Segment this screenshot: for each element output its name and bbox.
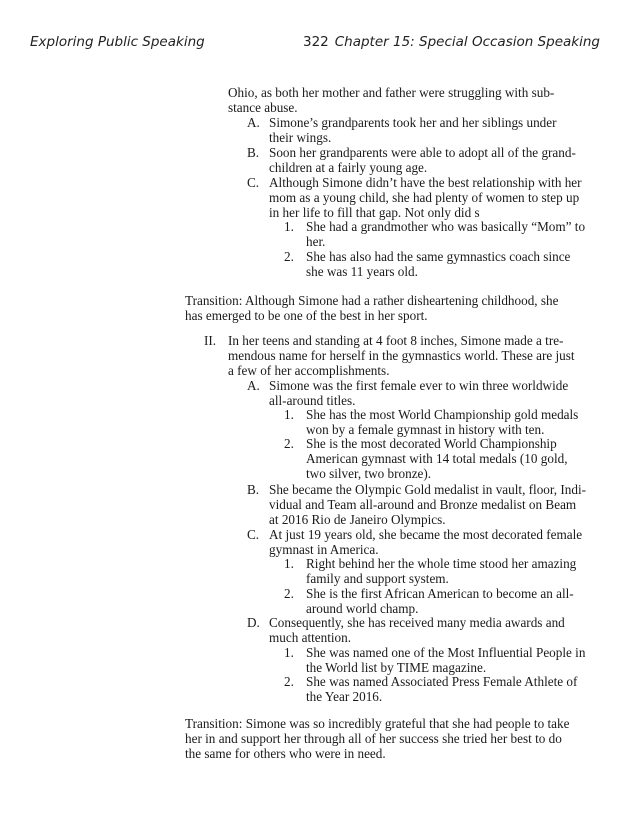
- outline-text: [228, 334, 575, 379]
- text-line: around world champ.: [306, 600, 419, 616]
- text-line: She became the Olympic Gold medalist in vault, floor, Indi-: [269, 482, 586, 497]
- outline-text: [306, 557, 576, 587]
- text-line: stance abuse.: [228, 99, 298, 115]
- text-line: mom as a young child, she had plenty of women to step up: [269, 189, 580, 205]
- text-line: children at a fairly young age.: [269, 159, 428, 175]
- text-line: She has also had the same gymnastics coach since: [306, 249, 571, 264]
- text-line: Right behind her the whole time stood her amazing: [306, 556, 577, 571]
- outline-text: [269, 528, 582, 558]
- text-line: mendous name for herself in the gymnastics world. These are just: [228, 347, 575, 363]
- outline-text: [269, 483, 586, 528]
- text-line: She has the most World Championship gold medals: [306, 407, 579, 422]
- outline-text: [269, 116, 557, 146]
- transition-paragraph: [185, 717, 600, 762]
- outline-label: 1.: [284, 219, 294, 234]
- text-line: their wings.: [269, 129, 332, 145]
- text-line: vidual and Team all-around and Bronze medalist on Beam: [269, 496, 577, 512]
- outline-label: 1.: [284, 556, 294, 571]
- outline-text: [306, 250, 570, 280]
- text-line: a few of her accomplishments.: [228, 362, 390, 378]
- outline-label: A.: [247, 115, 260, 130]
- text-line: the World list by TIME magazine.: [306, 659, 487, 675]
- text-line: Ohio, as both her mother and father were struggling with sub-: [228, 85, 555, 100]
- outline-label: D.: [247, 615, 260, 630]
- text-line: She is the first African American to become an all-: [306, 586, 574, 601]
- text-line: the same for others who were in need.: [185, 745, 386, 761]
- outline-label: C.: [247, 175, 260, 190]
- text-line: Transition: Although Simone had a rather disheartening childhood, she: [185, 293, 559, 308]
- outline-label: A.: [247, 378, 260, 393]
- book-title: Exploring Public Speaking: [30, 34, 205, 50]
- text-line: her in and support her through all of her success she tried her best to do: [185, 730, 562, 746]
- outline-text: [269, 379, 568, 409]
- running-header: [30, 34, 600, 54]
- outline-text: [306, 675, 577, 705]
- outline-text: [306, 408, 578, 438]
- outline-label: B.: [247, 145, 260, 160]
- transition-paragraph: [185, 294, 600, 324]
- text-line: at 2016 Rio de Janeiro Olympics.: [269, 511, 446, 527]
- text-line: Simone was the first female ever to win three worldwide: [269, 378, 569, 393]
- text-line: won by a female gymnast in history with ten.: [306, 421, 545, 437]
- text-line: American gymnast with 14 total medals (10 gold,: [306, 450, 568, 466]
- text-line: Although Simone didn’t have the best relationship with her: [269, 175, 582, 190]
- page-number: 322: [303, 34, 329, 50]
- text-line: much attention.: [269, 629, 352, 645]
- outline-text: [269, 176, 582, 221]
- text-line: Transition: Simone was so incredibly grateful that she had people to take: [185, 716, 570, 731]
- outline-label: II.: [204, 333, 217, 348]
- outline-text: [306, 646, 585, 676]
- outline-label: 2.: [284, 674, 294, 689]
- text-line: Consequently, she has received many media awards and: [269, 615, 565, 630]
- text-line: two silver, two bronze).: [306, 465, 432, 481]
- text-line: She is the most decorated World Championship: [306, 436, 557, 451]
- text-line: she was 11 years old.: [306, 263, 418, 279]
- text-line: At just 19 years old, she became the most decorated female: [269, 527, 583, 542]
- text-line: family and support system.: [306, 570, 449, 586]
- outline-label: B.: [247, 482, 260, 497]
- text-line: Soon her grandparents were able to adopt all of the grand-: [269, 145, 576, 160]
- outline-text: [269, 146, 576, 176]
- outline-label: 1.: [284, 407, 294, 422]
- outline-label: 2.: [284, 586, 294, 601]
- text-line: In her teens and standing at 4 foot 8 inches, Simone made a tre-: [228, 333, 564, 348]
- text-line: She was named Associated Press Female Athlete of: [306, 674, 578, 689]
- text-line: all-around titles.: [269, 392, 356, 408]
- text-line: gymnast in America.: [269, 541, 379, 557]
- outline-continuation: [228, 86, 598, 116]
- outline-text: [269, 616, 565, 646]
- text-line: in her life to fill that gap. Not only did s: [269, 204, 480, 220]
- text-line: her.: [306, 233, 326, 249]
- text-line: She was named one of the Most Influential People in: [306, 645, 586, 660]
- outline-label: C.: [247, 527, 260, 542]
- outline-label: 2.: [284, 249, 294, 264]
- outline-text: [306, 220, 585, 250]
- outline-label: 1.: [284, 645, 294, 660]
- text-line: the Year 2016.: [306, 688, 383, 704]
- text-line: has emerged to be one of the best in her sport.: [185, 307, 428, 323]
- text-line: Simone’s grandparents took her and her siblings under: [269, 115, 557, 130]
- text-line: She had a grandmother who was basically “Mom” to: [306, 219, 586, 234]
- outline-text: [306, 587, 574, 617]
- outline-text: [306, 437, 568, 482]
- chapter-title: Chapter 15: Special Occasion Speaking: [334, 34, 600, 50]
- outline-label: 2.: [284, 436, 294, 451]
